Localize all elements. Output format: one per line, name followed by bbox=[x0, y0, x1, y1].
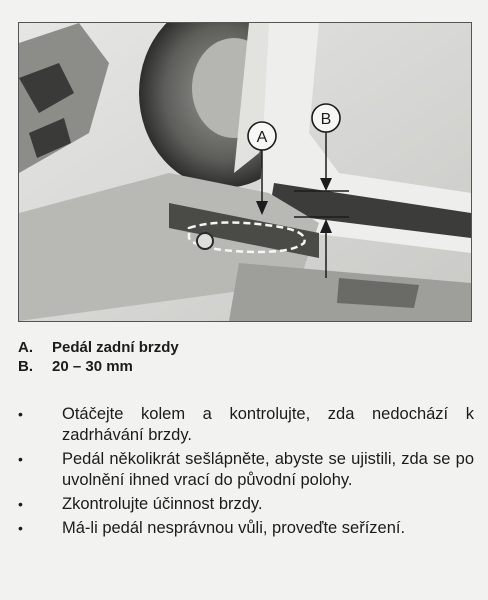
list-item bbox=[18, 449, 474, 491]
instruction-list bbox=[18, 404, 474, 542]
legend-row-b bbox=[18, 357, 179, 376]
list-item bbox=[18, 518, 474, 539]
bullet-icon: • bbox=[18, 520, 23, 536]
legend-text: 20 – 30 mm bbox=[52, 358, 133, 375]
bullet-icon: • bbox=[18, 451, 23, 467]
legend-letter: A. bbox=[18, 339, 33, 356]
list-item bbox=[18, 404, 474, 446]
list-item-text: Zkontrolujte účinnost brzdy. bbox=[62, 495, 263, 513]
svg-text:A: A bbox=[256, 129, 268, 146]
bullet-icon: • bbox=[18, 496, 23, 512]
legend-letter: B. bbox=[18, 358, 33, 375]
legend-text: Pedál zadní brzdy bbox=[52, 339, 179, 356]
legend-row-a bbox=[18, 338, 179, 357]
callout-a bbox=[248, 122, 276, 150]
bullet-icon: • bbox=[18, 406, 23, 422]
callout-b bbox=[312, 104, 340, 132]
brake-pedal-photo bbox=[18, 22, 472, 322]
figure-legend bbox=[18, 338, 179, 376]
svg-text:B: B bbox=[320, 111, 332, 128]
list-item-text: Otáčejte kolem a kontrolujte, zda nedochází k zadrhávání brzdy. bbox=[62, 405, 474, 444]
list-item bbox=[18, 494, 474, 515]
list-item-text: Má-li pedál nesprávnou vůli, proveďte seřízení. bbox=[62, 519, 406, 537]
list-item-text: Pedál několikrát sešlápněte, abyste se ujistili, zda se po uvolnění ihned vrací do původní polohy. bbox=[62, 450, 474, 489]
